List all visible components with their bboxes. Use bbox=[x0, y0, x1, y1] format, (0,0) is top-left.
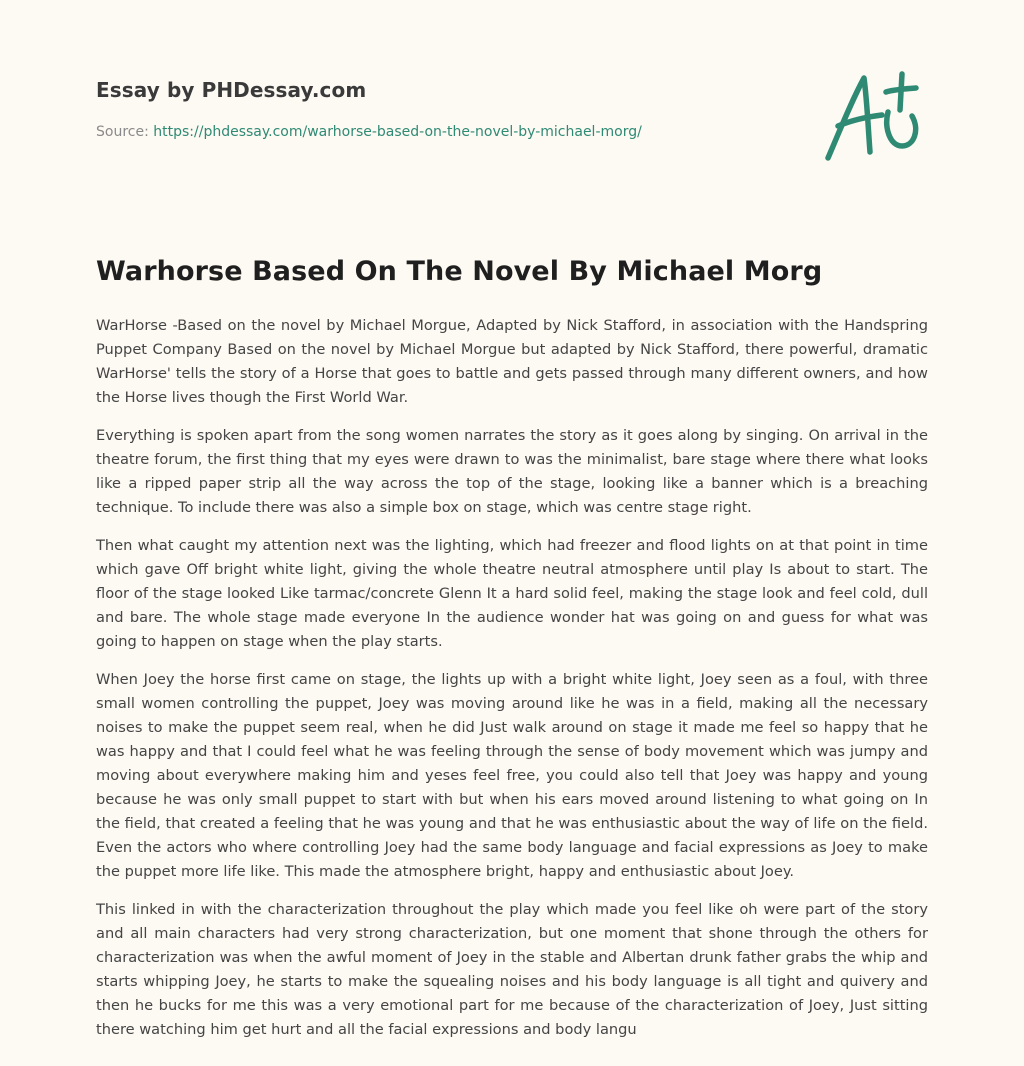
a-plus-logo-icon bbox=[822, 70, 926, 162]
essay-paragraph: When Joey the horse first came on stage, the lights up with a bright white light, Joey seen as a foul, with three small women controlling the puppet, Joey was moving around like he was in a field, making all the necessary noises to make the puppet seem real, when he did Just walk around on stage it made me feel so happy that he was happy and that I could feel what he was feeling through the sense of body movement which was jumpy and moving about everywhere making him and yeses feel free, you could also tell that Joey was happy and young because he was only small puppet to start with but when his ears moved around listening to what going on In the field, that created a feeling that he was young and that he was enthusiastic about the way of life on the field. Even the actors who where controlling Joey had the same body language and facial expressions as Joey to make the puppet more life like. This made the atmosphere bright, happy and enthusiastic about Joey. bbox=[96, 671, 928, 880]
essay-paragraph: Then what caught my attention next was the lighting, which had freezer and flood lights on at that point in time which gave Off bright white light, giving the whole theatre neutral atmosphere until play Is about to start. The floor of the stage looked Like tarmac/concrete Glenn It a hard solid feel, making the stage look and feel cold, dull and bare. The whole stage made everyone In the audience wonder hat was going on and guess for what was going to happen on stage when the play starts. bbox=[96, 537, 928, 650]
essay-paragraph: Everything is spoken apart from the song women narrates the story as it goes along by singing. On arrival in the theatre forum, the first thing that my eyes were drawn to was the minimalist, bare stage where there what looks like a ripped paper strip all the way across the top of the stage, looking like a banner which is a breaching technique. To include there was also a simple box on stage, which was centre stage right. bbox=[96, 427, 928, 516]
source-link[interactable]: https://phdessay.com/warhorse-based-on-the-novel-by-michael-morg/ bbox=[153, 124, 642, 140]
site-brand: Essay by PHDessay.com bbox=[96, 78, 367, 102]
page-header bbox=[96, 74, 928, 184]
essay-title: Warhorse Based On The Novel By Michael Morg bbox=[96, 256, 823, 287]
source-label: Source: bbox=[96, 124, 149, 140]
essay-paragraph: WarHorse -Based on the novel by Michael Morgue, Adapted by Nick Stafford, in association with the Handspring Puppet Company Based on the novel by Michael Morgue but adapted by Nick Stafford, there powerful, dramatic WarHorse' tells the story of a Horse that goes to battle and gets passed through many different owners, and how the Horse lives though the First World War. bbox=[96, 317, 928, 406]
essay-body bbox=[96, 314, 928, 1056]
essay-paragraph: This linked in with the characterization throughout the play which made you feel like oh were part of the story and all main characters had very strong characterization, but one moment that shone through the others for characterization was when the awful moment of Joey in the stable and Albertan drunk father grabs the whip and starts whipping Joey, he starts to make the squealing noises and his body language is all tight and quivery and then he bucks for me this was a very emotional part for me because of the characterization of Joey, Just sitting there watching him get hurt and all the facial expressions and body langu bbox=[96, 901, 928, 1038]
source-line bbox=[96, 124, 642, 140]
